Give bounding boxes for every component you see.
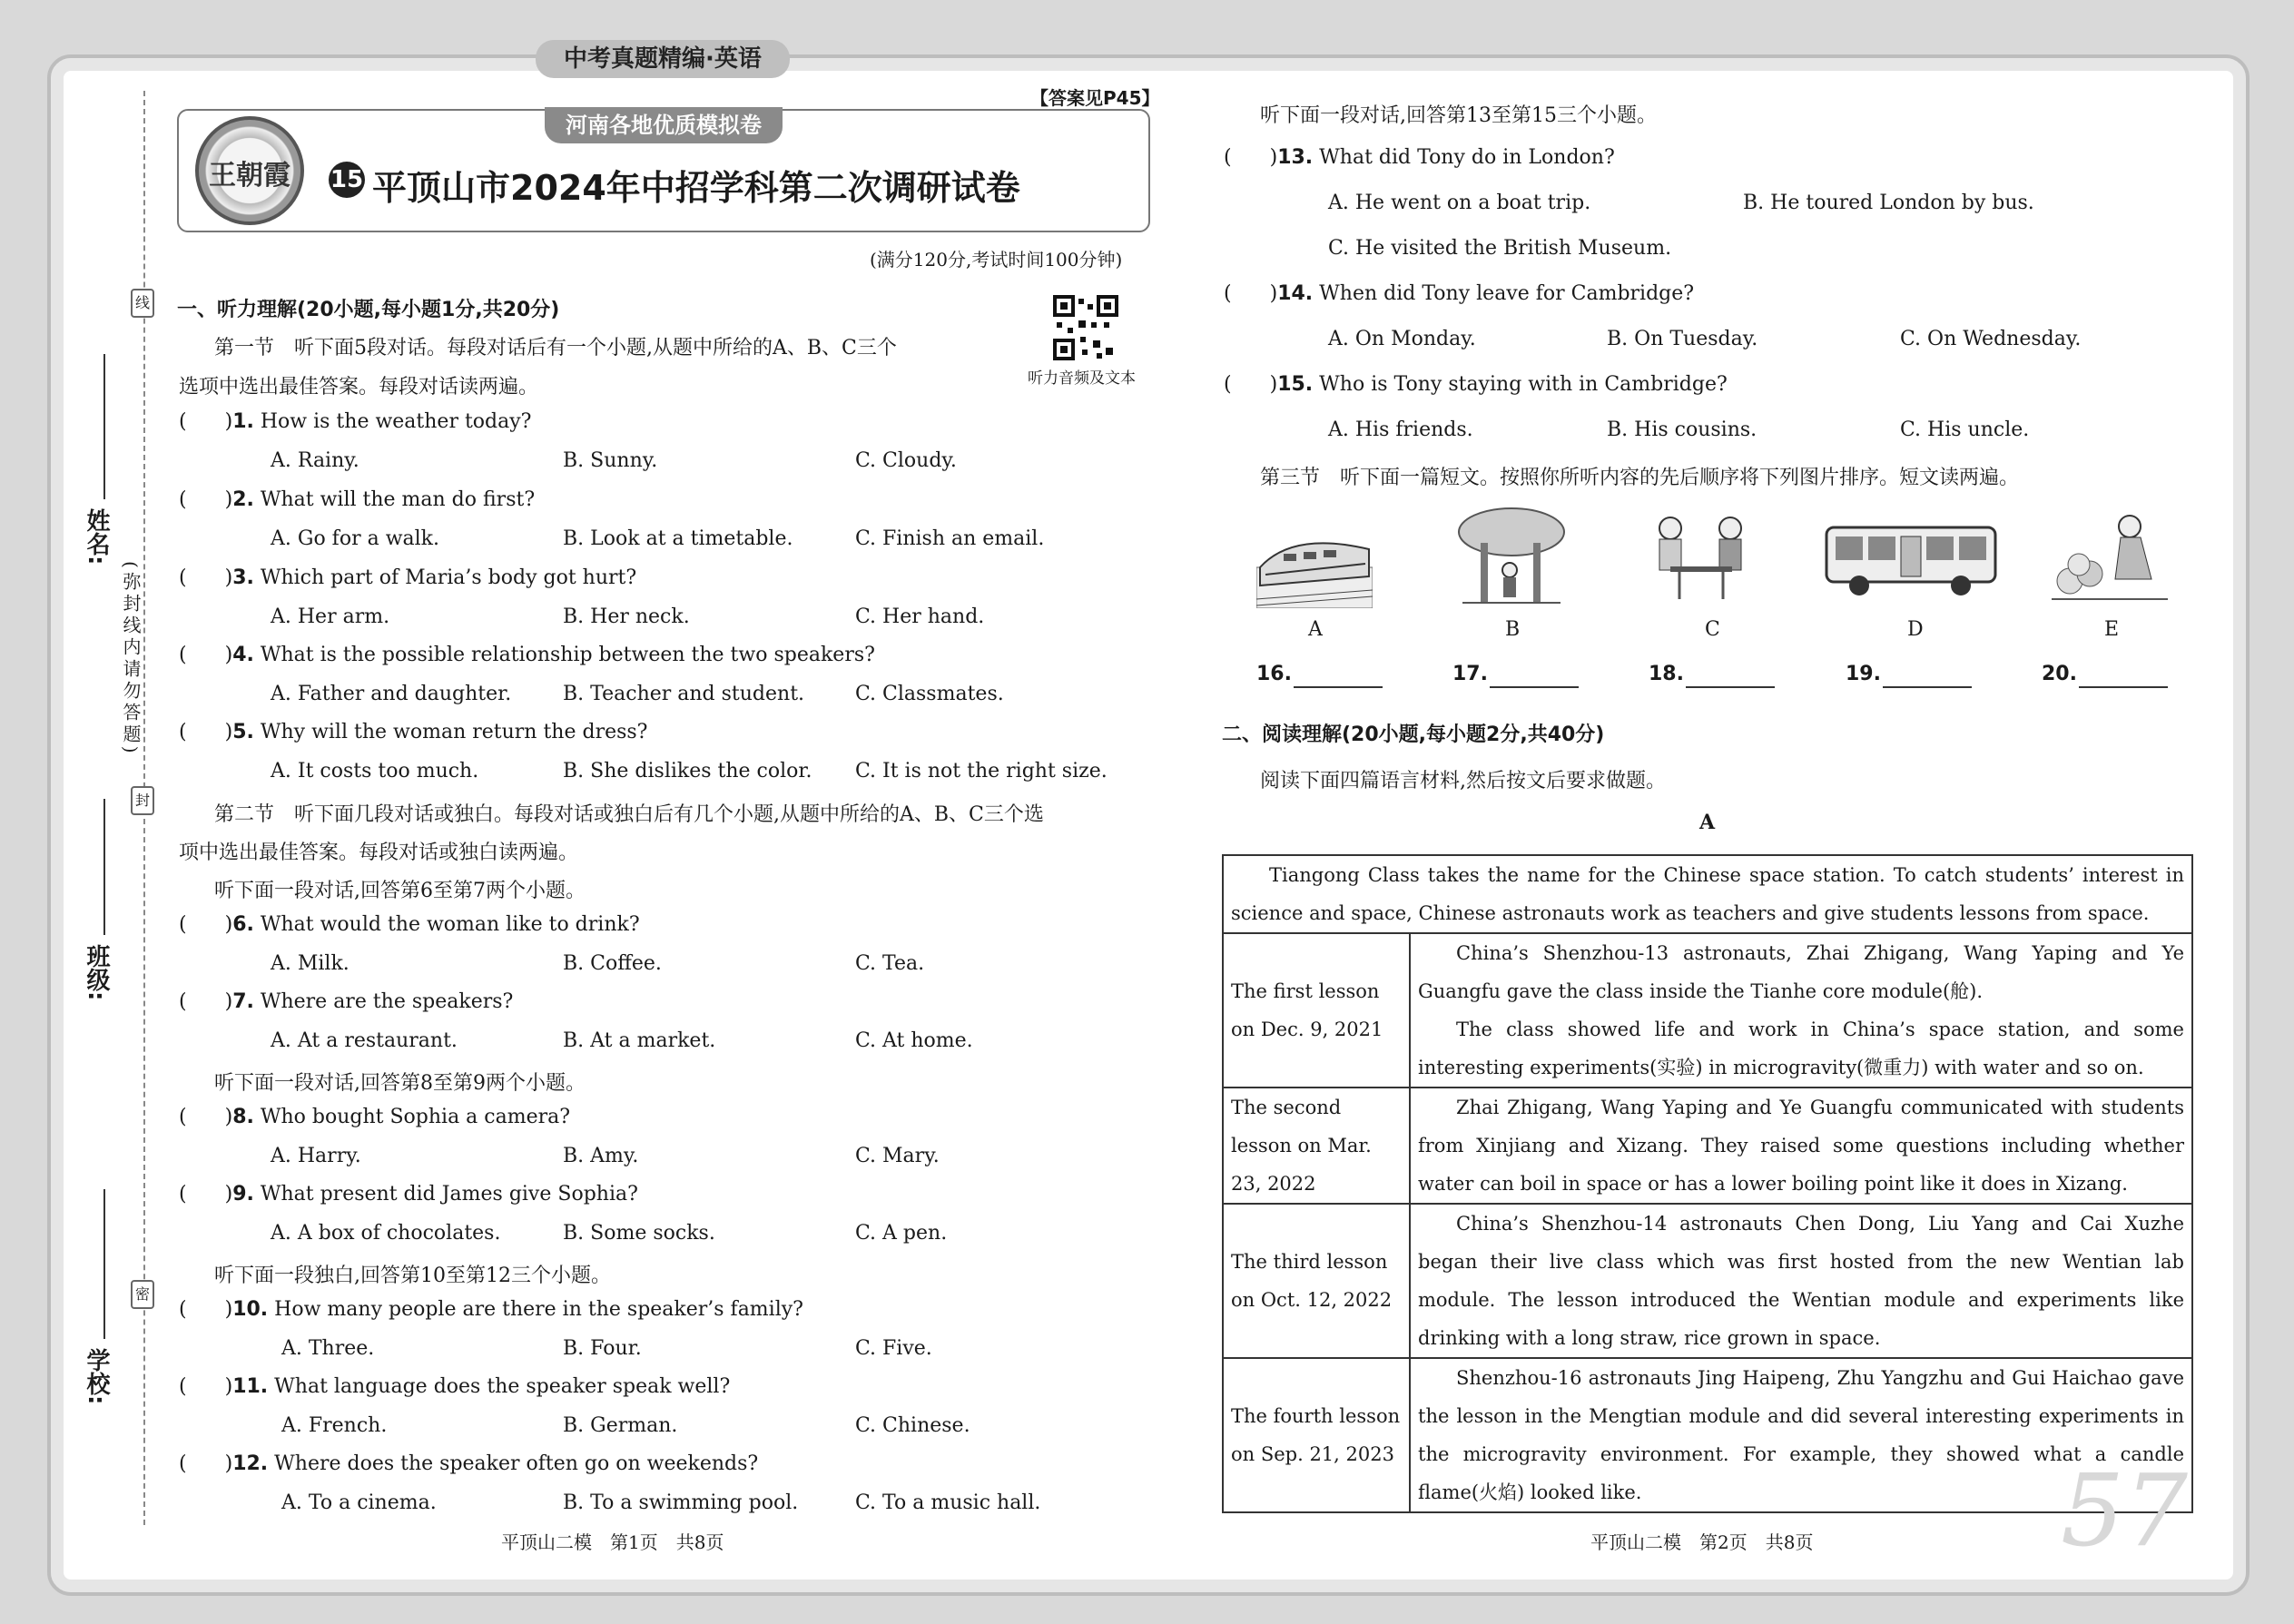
question-text: What will the man do first? bbox=[260, 488, 536, 511]
question-text: Who is Tony staying with in Cambridge? bbox=[1319, 373, 1728, 396]
q8-option-a[interactable]: A. Harry. bbox=[271, 1145, 361, 1167]
lesson-4-content: Shenzhou-16 astronauts Jing Haipeng, Zhu Yangzhu and Gui Haichao gave the lesson in the Mengtian module and did several interesting experiments in the microgravity environment. For example, they showed what a candle flame(火焰) looked like. bbox=[1410, 1358, 2192, 1512]
class-label: 班级: bbox=[83, 944, 110, 1001]
q6-option-a[interactable]: A. Milk. bbox=[271, 952, 350, 975]
lesson-3-label: The third lesson on Oct. 12, 2022 bbox=[1223, 1204, 1410, 1358]
blank-17-label: 17. bbox=[1452, 663, 1488, 685]
q4-option-b[interactable]: B. Teacher and student. bbox=[563, 683, 805, 705]
q7-option-b[interactable]: B. At a market. bbox=[563, 1029, 716, 1052]
question-text: How is the weather today? bbox=[260, 410, 532, 433]
school-line bbox=[103, 1189, 105, 1339]
intro-q10-12: 听下面一段独白,回答第10至第12三个小题。 bbox=[214, 1265, 611, 1287]
question-3: ( )3. Which part of Maria’s body got hurt? bbox=[179, 566, 637, 589]
question-text: What would the woman like to drink? bbox=[260, 913, 640, 936]
picture-label-c: C bbox=[1705, 618, 1720, 641]
binding-seal-3: 密 bbox=[131, 1280, 154, 1309]
section2-heading: 二、阅读理解(20小题,每小题2分,共40分) bbox=[1222, 723, 1605, 746]
blank-16-label: 16. bbox=[1256, 663, 1292, 685]
question-1: ( )1. How is the weather today? bbox=[179, 410, 532, 433]
intro-q8-9: 听下面一段对话,回答第8至第9两个小题。 bbox=[214, 1072, 586, 1095]
question-8: ( )8. Who bought Sophia a camera? bbox=[179, 1106, 571, 1128]
question-number: 8. bbox=[232, 1106, 254, 1128]
lesson-2-label: The second lesson on Mar. 23, 2022 bbox=[1223, 1088, 1410, 1204]
lesson-1-content bbox=[1410, 933, 2192, 1088]
q3-option-b[interactable]: B. Her neck. bbox=[563, 605, 690, 628]
lesson-1-paragraph-1: China’s Shenzhou-13 astronauts, Zhai Zhigang, Wang Yaping and Ye Guangfu gave the class inside the Tianhe core module(舱). bbox=[1418, 942, 2184, 1002]
question-7: ( )7. Where are the speakers? bbox=[179, 990, 514, 1013]
q11-option-a[interactable]: A. French. bbox=[281, 1414, 388, 1437]
question-number: 4. bbox=[232, 644, 254, 666]
series-title: 中考真题精编·英语 bbox=[536, 40, 790, 78]
question-text: What present did James give Sophia? bbox=[260, 1183, 638, 1206]
question-number: 1. bbox=[232, 410, 254, 433]
q1-option-a[interactable]: A. Rainy. bbox=[271, 449, 359, 472]
question-11: ( )11. What language does the speaker speak well? bbox=[179, 1375, 731, 1398]
q11-option-b[interactable]: B. German. bbox=[563, 1414, 678, 1437]
seal-text: 王朝霞 bbox=[209, 160, 290, 192]
page-number-watermark: 57 bbox=[2061, 1452, 2188, 1569]
question-10: ( )10. How many people are there in the speaker’s family? bbox=[179, 1298, 803, 1321]
paper-number: 15 bbox=[329, 162, 365, 198]
q1-option-b[interactable]: B. Sunny. bbox=[563, 449, 658, 472]
question-number: 13. bbox=[1277, 146, 1314, 169]
footer-left: 平顶山二模 第1页 共8页 bbox=[501, 1531, 724, 1553]
name-label: 姓名: bbox=[83, 508, 110, 566]
q11-option-c[interactable]: C. Chinese. bbox=[855, 1414, 970, 1437]
q10-option-a[interactable]: A. Three. bbox=[281, 1337, 375, 1360]
table-row bbox=[1223, 933, 2192, 1088]
question-text: Who bought Sophia a camera? bbox=[260, 1106, 571, 1128]
question-text: How many people are there in the speaker’s family? bbox=[274, 1298, 803, 1321]
q4-option-c[interactable]: C. Classmates. bbox=[855, 683, 1004, 705]
question-text: When did Tony leave for Cambridge? bbox=[1319, 282, 1695, 305]
picture-label-e: E bbox=[2104, 618, 2120, 641]
q13-option-a[interactable]: A. He went on a boat trip. bbox=[1328, 192, 1591, 214]
question-text: What language does the speaker speak well? bbox=[274, 1375, 731, 1398]
table-row bbox=[1223, 1088, 2192, 1204]
q15-option-a[interactable]: A. His friends. bbox=[1328, 418, 1473, 441]
q3-option-a[interactable]: A. Her arm. bbox=[271, 605, 390, 628]
lesson-1-label: The first lesson on Dec. 9, 2021 bbox=[1223, 933, 1410, 1088]
picture-label-d: D bbox=[1907, 618, 1924, 641]
part2-instruction-line2: 项中选出最佳答案。每段对话或独白读两遍。 bbox=[179, 842, 579, 864]
answer-blank-20[interactable] bbox=[2079, 686, 2168, 688]
reading-intro: Tiangong Class takes the name for the Chinese space station. To catch students’ interest in science and space, Chinese astronauts work as teachers and give students lessons from space. bbox=[1223, 855, 2192, 933]
q9-option-b[interactable]: B. Some socks. bbox=[563, 1222, 715, 1245]
q4-option-a[interactable]: A. Father and daughter. bbox=[271, 683, 512, 705]
question-number: 7. bbox=[232, 990, 254, 1013]
question-text: Where are the speakers? bbox=[260, 990, 514, 1013]
q2-option-a[interactable]: A. Go for a walk. bbox=[271, 527, 440, 550]
question-text: Which part of Maria’s body got hurt? bbox=[260, 566, 637, 589]
name-line bbox=[103, 354, 105, 499]
question-text: Where does the speaker often go on weekends? bbox=[274, 1452, 759, 1475]
question-12: ( )12. Where does the speaker often go on weekends? bbox=[179, 1452, 759, 1475]
lesson-4-label: The fourth lesson on Sep. 21, 2023 bbox=[1223, 1358, 1410, 1512]
blank-20-label: 20. bbox=[2042, 663, 2077, 685]
q15-option-c[interactable]: C. His uncle. bbox=[1900, 418, 2030, 441]
picture-high-speed-train bbox=[1256, 513, 1373, 608]
q14-option-b[interactable]: B. On Tuesday. bbox=[1607, 328, 1758, 350]
q7-option-c[interactable]: C. At home. bbox=[855, 1029, 973, 1052]
q2-option-b[interactable]: B. Look at a timetable. bbox=[563, 527, 793, 550]
lesson-1-paragraph-2: The class showed life and work in China’s space station, and some interesting experiments(实验) in microgravity(微重力) with water and so on. bbox=[1418, 1019, 2184, 1078]
q5-option-b[interactable]: B. She dislikes the color. bbox=[563, 760, 812, 782]
question-number: 15. bbox=[1277, 373, 1314, 396]
question-number: 14. bbox=[1277, 282, 1314, 305]
q10-option-b[interactable]: B. Four. bbox=[563, 1337, 642, 1360]
picture-child-under-tree bbox=[1453, 507, 1570, 602]
question-number: 11. bbox=[232, 1375, 269, 1398]
qr-caption: 听力音频及文本 bbox=[1028, 369, 1136, 388]
q1-option-c[interactable]: C. Cloudy. bbox=[855, 449, 957, 472]
binding-notice: (弥封线内请勿答题) bbox=[120, 561, 142, 757]
question-number: 9. bbox=[232, 1183, 254, 1206]
picture-label-a: A bbox=[1308, 618, 1323, 641]
school-label: 学校: bbox=[83, 1348, 110, 1405]
question-9: ( )9. What present did James give Sophia? bbox=[179, 1183, 638, 1206]
q8-option-b[interactable]: B. Amy. bbox=[563, 1145, 639, 1167]
picture-woman-gardening bbox=[2052, 508, 2168, 604]
binding-seal-1: 线 bbox=[131, 289, 154, 318]
q14-option-c[interactable]: C. On Wednesday. bbox=[1900, 328, 2082, 350]
picture-bus bbox=[1823, 522, 2004, 599]
intro-q6-7: 听下面一段对话,回答第6至第7两个小题。 bbox=[214, 880, 586, 902]
class-line bbox=[103, 799, 105, 935]
question-text: What is the possible relationship between the two speakers? bbox=[260, 644, 875, 666]
lesson-3-content: China’s Shenzhou-14 astronauts Chen Dong, Liu Yang and Cai Xuzhe began their live class which was first hosted from the new Wentian lab module. The lesson introduced the Wentian module and experiments like drinking with a long straw, rice grown in space. bbox=[1410, 1204, 2192, 1358]
q12-option-c[interactable]: C. To a music hall. bbox=[855, 1491, 1041, 1514]
picture-people-at-table bbox=[1643, 508, 1759, 604]
q7-option-a[interactable]: A. At a restaurant. bbox=[271, 1029, 458, 1052]
question-6: ( )6. What would the woman like to drink? bbox=[179, 913, 640, 936]
q14-option-a[interactable]: A. On Monday. bbox=[1328, 328, 1476, 350]
part3-instruction: 第三节 听下面一篇短文。按照你所听内容的先后顺序将下列图片排序。短文读两遍。 bbox=[1260, 467, 2020, 489]
question-5: ( )5. Why will the woman return the dress? bbox=[179, 721, 648, 743]
q12-option-a[interactable]: A. To a cinema. bbox=[281, 1491, 437, 1514]
q9-option-c[interactable]: C. A pen. bbox=[855, 1222, 948, 1245]
question-number: 6. bbox=[232, 913, 254, 936]
q12-option-b[interactable]: B. To a swimming pool. bbox=[563, 1491, 799, 1514]
part1-instruction-line2: 选项中选出最佳答案。每段对话读两遍。 bbox=[179, 376, 539, 399]
blank-18-label: 18. bbox=[1649, 663, 1684, 685]
publisher-seal-logo bbox=[195, 116, 304, 225]
question-14: ( )14. When did Tony leave for Cambridge? bbox=[1224, 282, 1695, 305]
question-2: ( )2. What will the man do first? bbox=[179, 488, 536, 511]
q5-option-a[interactable]: A. It costs too much. bbox=[271, 760, 479, 782]
paper-title: 平顶山市2024年中招学科第二次调研试卷 bbox=[372, 168, 1020, 208]
q15-option-b[interactable]: B. His cousins. bbox=[1607, 418, 1757, 441]
exam-meta: (满分120分,考试时间100分钟) bbox=[870, 249, 1123, 271]
question-number: 2. bbox=[232, 488, 254, 511]
question-text: Why will the woman return the dress? bbox=[260, 721, 648, 743]
q2-option-c[interactable]: C. Finish an email. bbox=[855, 527, 1045, 550]
question-number: 12. bbox=[232, 1452, 269, 1475]
picture-label-b: B bbox=[1505, 618, 1521, 641]
qr-code-icon[interactable] bbox=[1053, 295, 1118, 360]
question-text: What did Tony do in London? bbox=[1319, 146, 1615, 169]
table-row bbox=[1223, 1204, 2192, 1358]
q13-option-c[interactable]: C. He visited the British Museum. bbox=[1328, 237, 1672, 260]
question-4: ( )4. What is the possible relationship between the two speakers? bbox=[179, 644, 875, 666]
reading-table bbox=[1222, 854, 2193, 1513]
answer-blank-17[interactable] bbox=[1490, 686, 1579, 688]
q8-option-c[interactable]: C. Mary. bbox=[855, 1145, 940, 1167]
table-row bbox=[1223, 1358, 2192, 1512]
question-15: ( )15. Who is Tony staying with in Cambridge? bbox=[1224, 373, 1728, 396]
section2-intro: 阅读下面四篇语言材料,然后按文后要求做题。 bbox=[1260, 770, 1666, 792]
section1-heading: 一、听力理解(20小题,每小题1分,共20分) bbox=[177, 299, 560, 321]
exam-badge: 河南各地优质模拟卷 bbox=[545, 107, 783, 143]
question-number: 5. bbox=[232, 721, 254, 743]
table-row bbox=[1223, 855, 2192, 933]
passage-label: A bbox=[1699, 811, 1716, 834]
lesson-2-content: Zhai Zhigang, Wang Yaping and Ye Guangfu communicated with students from Xinjiang and Xizang. They raised some questions including whether water can boil in space or has a lower boiling point like it does in Xizang. bbox=[1410, 1088, 2192, 1204]
answer-blank-18[interactable] bbox=[1686, 686, 1775, 688]
question-13: ( )13. What did Tony do in London? bbox=[1224, 146, 1615, 169]
q5-option-c[interactable]: C. It is not the right size. bbox=[855, 760, 1108, 782]
q9-option-a[interactable]: A. A box of chocolates. bbox=[271, 1222, 501, 1245]
question-number: 3. bbox=[232, 566, 254, 589]
q10-option-c[interactable]: C. Five. bbox=[855, 1337, 932, 1360]
answer-blank-16[interactable] bbox=[1294, 686, 1383, 688]
footer-right: 平顶山二模 第2页 共8页 bbox=[1590, 1531, 1814, 1553]
q6-option-b[interactable]: B. Coffee. bbox=[563, 952, 662, 975]
q3-option-c[interactable]: C. Her hand. bbox=[855, 605, 985, 628]
answer-blank-19[interactable] bbox=[1883, 686, 1972, 688]
q6-option-c[interactable]: C. Tea. bbox=[855, 952, 925, 975]
intro-q13-15: 听下面一段对话,回答第13至第15三个小题。 bbox=[1260, 104, 1657, 127]
part1-instruction-line1: 第一节 听下面5段对话。每段对话后有一个小题,从题中所给的A、B、C三个 bbox=[214, 337, 897, 359]
binding-seal-2: 封 bbox=[131, 786, 154, 815]
part2-instruction-line1: 第二节 听下面几段对话或独白。每段对话或独白后有几个小题,从题中所给的A、B、C三个选 bbox=[214, 803, 1044, 826]
blank-19-label: 19. bbox=[1846, 663, 1881, 685]
question-number: 10. bbox=[232, 1298, 269, 1321]
answer-reference: 【答案见P45】 bbox=[1030, 87, 1160, 109]
q13-option-b[interactable]: B. He toured London by bus. bbox=[1743, 192, 2034, 214]
